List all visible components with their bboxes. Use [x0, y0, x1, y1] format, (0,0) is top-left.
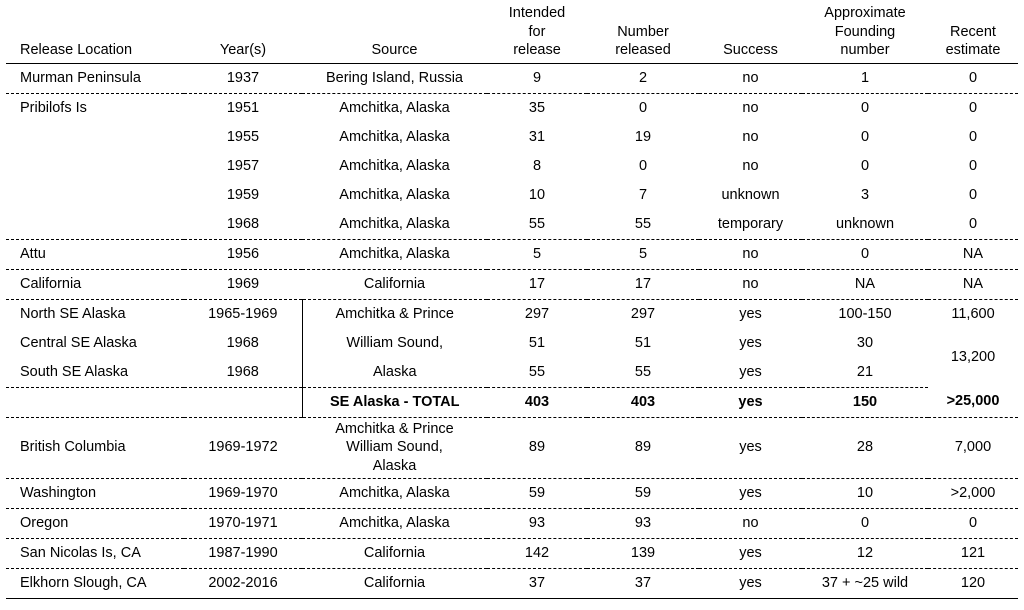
cell-founding: 0: [802, 509, 928, 539]
cell-location: [6, 152, 184, 181]
header-founding-line2: Founding: [834, 23, 896, 40]
header-recent-estimate: [928, 4, 1018, 63]
table-row: [6, 123, 1018, 152]
cell-years: 1987-1990: [184, 539, 302, 569]
header-approximate-founding-number: [802, 4, 928, 63]
cell-intended: 59: [487, 479, 587, 509]
cell-recent: 11,600: [951, 305, 995, 322]
header-founding-line1: Approximate: [824, 5, 906, 21]
table-row: [6, 479, 1018, 509]
cell-source: California: [302, 539, 487, 569]
cell-founding: 37 + ~25 wild: [802, 569, 928, 599]
cell-success: no: [742, 99, 759, 116]
cell-released: 297: [630, 305, 656, 322]
cell-released: 17: [587, 269, 699, 299]
header-number-line1: Number: [617, 23, 669, 40]
table-row: [6, 63, 1018, 93]
header-intended-for-release: [487, 4, 587, 63]
cell-released: 7: [638, 186, 648, 203]
cell-years: 1968: [184, 358, 302, 388]
cell-location: San Nicolas Is, CA: [6, 539, 184, 569]
cell-source: Alaska: [302, 358, 487, 388]
cell-founding: 0: [860, 99, 870, 116]
cell-source: Amchitka, Alaska: [339, 186, 450, 203]
cell-founding: 10: [802, 479, 928, 509]
cell-success: no: [699, 269, 802, 299]
cell-intended: 93: [487, 509, 587, 539]
cell-intended: 5: [487, 239, 587, 269]
cell-success: unknown: [721, 186, 780, 203]
header-recent-line1: Recent: [950, 23, 996, 40]
header-number-line2: released: [615, 42, 671, 59]
table-row: [6, 239, 1018, 269]
cell-location: California: [6, 269, 184, 299]
table-row: [6, 509, 1018, 539]
table-header: [6, 4, 1018, 63]
cell-source: [302, 417, 487, 479]
cell-source: Amchitka, Alaska: [339, 128, 450, 145]
cell-source: SE Alaska - TOTAL: [302, 387, 487, 417]
cell-source: Bering Island, Russia: [302, 63, 487, 93]
cell-source: Amchitka, Alaska: [302, 479, 487, 509]
cell-success: yes: [699, 417, 802, 479]
cell-location: North SE Alaska: [20, 305, 126, 322]
cell-success: no: [699, 239, 802, 269]
cell-location: Attu: [6, 239, 184, 269]
cell-released: 37: [587, 569, 699, 599]
table-row: [6, 210, 1018, 240]
table-row: [6, 539, 1018, 569]
table-row: [6, 93, 1018, 123]
cell-source: Amchitka, Alaska: [302, 210, 487, 240]
header-intended-line2: for: [528, 23, 546, 40]
cell-recent: >2,000: [928, 479, 1018, 509]
cell-recent: 120: [928, 569, 1018, 599]
cell-released: 5: [587, 239, 699, 269]
cell-source: California: [302, 569, 487, 599]
cell-source: Amchitka, Alaska: [339, 99, 450, 116]
cell-location: South SE Alaska: [6, 358, 184, 388]
cell-years: 1968: [184, 210, 302, 240]
cell-released: 89: [587, 417, 699, 479]
cell-years: 1937: [184, 63, 302, 93]
cell-source: Amchitka, Alaska: [302, 509, 487, 539]
header-row: [6, 4, 1018, 63]
cell-released: 59: [587, 479, 699, 509]
cell-success: yes: [699, 479, 802, 509]
header-intended-line3: release: [513, 42, 561, 59]
cell-founding: 0: [860, 157, 870, 174]
table-row: [6, 569, 1018, 599]
cell-released: 55: [587, 358, 699, 388]
cell-location: Oregon: [6, 509, 184, 539]
header-recent-line2: estimate: [945, 42, 1001, 59]
table-body: [6, 63, 1018, 599]
cell-years: 1965-1969: [208, 305, 278, 322]
cell-intended: 10: [528, 186, 546, 203]
header-founding-line3: number: [840, 42, 890, 59]
cell-released: 2: [587, 63, 699, 93]
cell-years: 1970-1971: [184, 509, 302, 539]
cell-founding: 12: [802, 539, 928, 569]
cell-founding: 0: [802, 239, 928, 269]
cell-recent: >25,000: [928, 387, 1018, 417]
cell-founding: 3: [860, 186, 870, 203]
table-row: [6, 299, 1018, 329]
cell-released: 0: [638, 157, 648, 174]
cell-years: 1957: [226, 157, 260, 174]
cell-success: yes: [699, 387, 802, 417]
cell-founding: 21: [802, 358, 928, 388]
cell-recent: 0: [968, 186, 978, 203]
table-row: [6, 329, 1018, 358]
cell-intended: 35: [528, 99, 546, 116]
table-row: [6, 152, 1018, 181]
cell-founding: NA: [802, 269, 928, 299]
cell-years: [184, 387, 302, 417]
cell-success: yes: [699, 358, 802, 388]
cell-recent: 7,000: [928, 417, 1018, 479]
cell-intended: 9: [487, 63, 587, 93]
cell-intended: 403: [487, 387, 587, 417]
cell-location: British Columbia: [6, 417, 184, 479]
cell-years: 1969-1970: [184, 479, 302, 509]
header-release-location: Release Location: [6, 4, 184, 63]
cell-source-line3: Alaska: [372, 458, 417, 475]
cell-released: 93: [587, 509, 699, 539]
cell-location: [6, 210, 184, 240]
cell-location: Pribilofs Is: [20, 99, 87, 116]
cell-source-line1: Amchitka & Prince: [335, 420, 454, 437]
cell-success: no: [742, 128, 759, 145]
header-years: Year(s): [184, 4, 302, 63]
cell-intended: 297: [524, 305, 550, 322]
cell-location: Murman Peninsula: [6, 63, 184, 93]
cell-recent: NA: [928, 269, 1018, 299]
header-number-released: [587, 4, 699, 63]
cell-founding: unknown: [802, 210, 928, 240]
cell-released: 51: [634, 334, 652, 351]
cell-success: no: [699, 63, 802, 93]
header-source: Source: [302, 4, 487, 63]
cell-released: 403: [587, 387, 699, 417]
cell-intended: 17: [487, 269, 587, 299]
header-intended-line1: Intended: [508, 5, 566, 21]
cell-founding: 0: [860, 128, 870, 145]
cell-recent: 0: [928, 509, 1018, 539]
cell-years: 1969: [184, 269, 302, 299]
cell-location: [6, 123, 184, 152]
cell-years: 1969-1972: [184, 417, 302, 479]
cell-recent: 13,200: [950, 349, 996, 366]
cell-released: 139: [587, 539, 699, 569]
cell-years: 1968: [226, 334, 259, 351]
cell-years: 1951: [226, 99, 260, 116]
table-row-total: [6, 387, 1018, 417]
sea-otter-release-table: [6, 4, 1018, 599]
cell-recent: NA: [928, 239, 1018, 269]
cell-location: Elkhorn Slough, CA: [6, 569, 184, 599]
cell-success: yes: [739, 334, 762, 351]
cell-recent: 0: [968, 99, 978, 116]
cell-success: yes: [699, 569, 802, 599]
cell-intended: 55: [487, 210, 587, 240]
cell-location: [6, 181, 184, 210]
cell-founding: 100-150: [838, 305, 892, 322]
cell-success: temporary: [699, 210, 802, 240]
cell-success: no: [742, 157, 759, 174]
cell-intended: 37: [487, 569, 587, 599]
cell-source-line2: William Sound,: [346, 439, 443, 456]
cell-intended: 31: [528, 128, 546, 145]
table-row: [6, 417, 1018, 479]
cell-intended: 89: [487, 417, 587, 479]
table-row: [6, 358, 1018, 388]
cell-founding: 30: [856, 334, 874, 351]
cell-released: 0: [638, 99, 648, 116]
cell-recent: 0: [928, 63, 1018, 93]
cell-source: William Sound,: [302, 329, 487, 358]
cell-intended: 8: [532, 157, 542, 174]
cell-founding: 28: [802, 417, 928, 479]
cell-source: Amchitka & Prince: [302, 299, 487, 329]
cell-success: no: [699, 509, 802, 539]
cell-location: Central SE Alaska: [20, 334, 137, 351]
cell-years: 2002-2016: [184, 569, 302, 599]
cell-success: yes: [699, 539, 802, 569]
cell-years: 1956: [184, 239, 302, 269]
cell-years: 1959: [226, 186, 260, 203]
header-success: Success: [699, 4, 802, 63]
cell-recent: 0: [968, 157, 978, 174]
table-row: [6, 269, 1018, 299]
cell-recent: 0: [928, 210, 1018, 240]
cell-intended: 142: [487, 539, 587, 569]
cell-recent: 121: [928, 539, 1018, 569]
cell-success: yes: [739, 305, 762, 322]
cell-source: Amchitka, Alaska: [339, 157, 450, 174]
cell-source: California: [302, 269, 487, 299]
cell-intended: 51: [528, 334, 546, 351]
cell-location: Washington: [6, 479, 184, 509]
cell-source: Amchitka, Alaska: [302, 239, 487, 269]
cell-years: 1955: [226, 128, 260, 145]
cell-location: [6, 387, 184, 417]
cell-intended: 55: [487, 358, 587, 388]
cell-founding: 150: [802, 387, 928, 417]
cell-recent: 0: [968, 128, 978, 145]
cell-released: 19: [634, 128, 652, 145]
cell-founding: 1: [802, 63, 928, 93]
table-row: [6, 181, 1018, 210]
cell-released: 55: [587, 210, 699, 240]
